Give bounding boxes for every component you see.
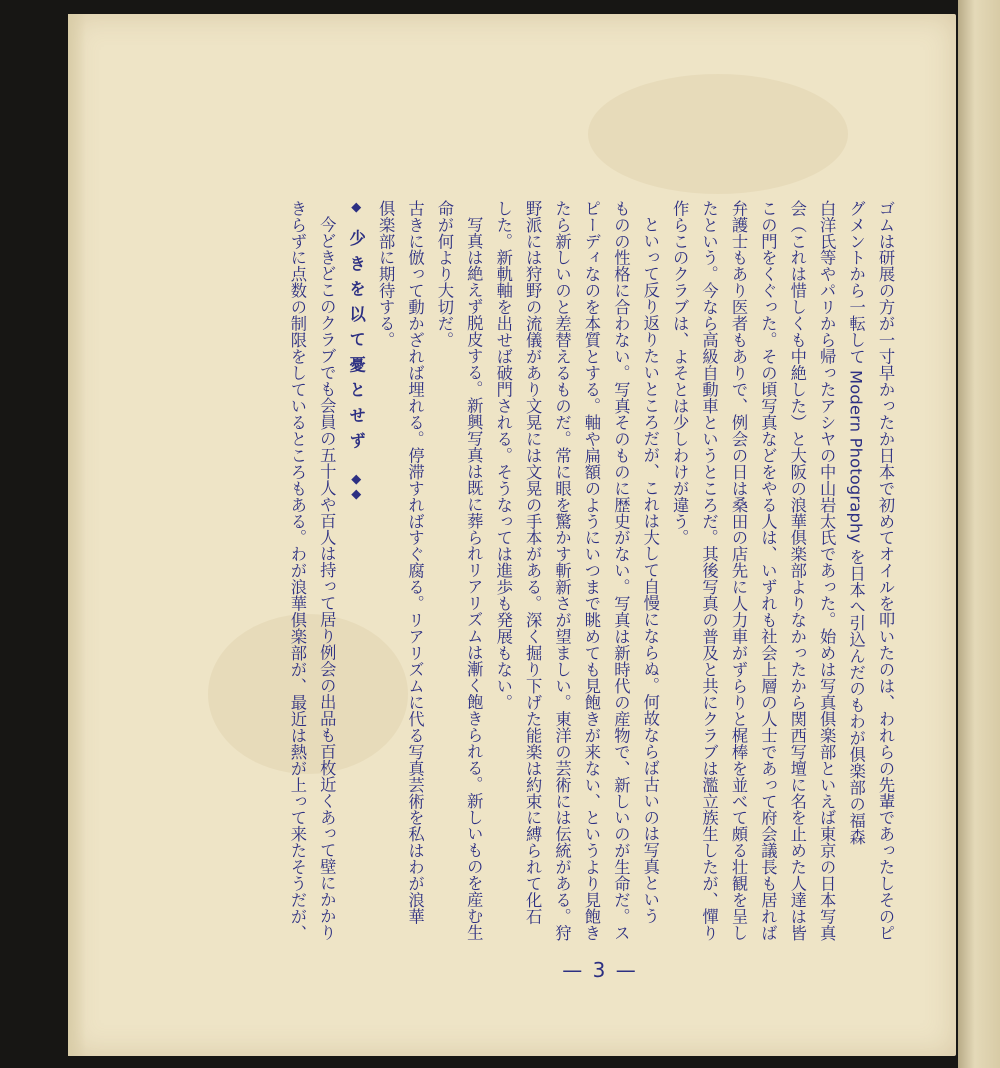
diamond-mark-icon: ◆ <box>348 200 364 215</box>
text-line: きらずに点数の制限をしているところもある。わが浪華俱楽部が、最近は熱が上って来たそうだが、 <box>287 200 307 942</box>
paper-stain <box>588 74 848 194</box>
text-line: ものの性格に合わない。写真そのものに歴史がない。写真は新時代の産物で、新しいのが生命だ。ス <box>611 200 631 942</box>
diamond-mark-icon: ◆◆ <box>348 471 364 502</box>
text-line: ゴムは研展の方が一寸早かったか日本で初めてオイルを叩いたのは、われらの先輩であったしそのピ <box>876 200 895 942</box>
section-heading-text: 少きを以て憂とせず <box>346 229 366 458</box>
text-line: 俱楽部に期待する。 <box>376 200 396 349</box>
text-line: ピーディなのを本質とする。軸や扁額のようにいつまで眺めても見飽きが来ない、というより見飽き <box>581 200 601 942</box>
text-line: 弁護士もあり医者もありで、例会の日は桑田の店先に人力車がずらりと梶棒を並べて頗る壮観を呈し <box>728 200 748 942</box>
page-binding-shadow <box>68 14 86 1056</box>
text-line: 会（これは惜しくも中絶した）と大阪の浪華俱楽部よりなかったから関西写壇に名を止めた人達は皆 <box>787 200 807 942</box>
text-line: 命が何より大切だ。 <box>434 200 454 349</box>
section-heading <box>341 200 370 940</box>
text-line: といって反り返りたいところだが、これは大して自慢にならぬ。何故ならば古いのは写真という <box>640 216 660 925</box>
text-line: たという。今なら高級自動車というところだ。其後写真の普及と共にクラブは濫立族生したが、憚り <box>699 200 719 942</box>
text-line: 写真は絶えず脱皮する。新興写真は既に葬られリアリズムは漸く飽きられる。新しいものを産む生 <box>464 216 484 941</box>
text-line: 白洋氏等やパリから帰ったアシヤの中山岩太氏であった。始めは写真俱楽部といえば東京の日本写真 <box>817 200 837 942</box>
adjacent-page-edge <box>958 0 1000 1068</box>
text-line: この門をくぐった。その頃写真などをやる人は、いずれも社会上層の人士であって府会議長も居れば <box>758 200 778 942</box>
text-line: 野派には狩野の流儀があり文晃には文晃の手本がある。深く掘り下げた能楽は約束に縛られて化石 <box>523 200 543 925</box>
text-line: グメントから一転して Modern Photography を日本へ引込んだのもわが俱楽部の福森 <box>846 200 866 846</box>
page-number: — 3 — <box>562 958 638 982</box>
text-line: 作らこのクラブは、よそとは少しわけが違う。 <box>670 200 690 546</box>
text-line: した。新軌軸を出せば破門される。そうなっては進歩も発展もない。 <box>493 200 513 711</box>
text-line: たら新しいのと差替えるものだ。常に眼を驚かす斬新さが望ましい。東洋の芸術には伝統がある。狩 <box>552 200 572 942</box>
text-line: 今どきどこのクラブでも会員の五十人や百人は持って居り例会の出品も百枚近くあって壁にかかり <box>317 216 337 941</box>
vertical-text-body <box>287 200 900 942</box>
text-line: 古きに倣って動かざれば埋れる。停滞すればすぐ腐る。リアリズムに代る写真芸術を私はわが浪華 <box>405 200 425 925</box>
